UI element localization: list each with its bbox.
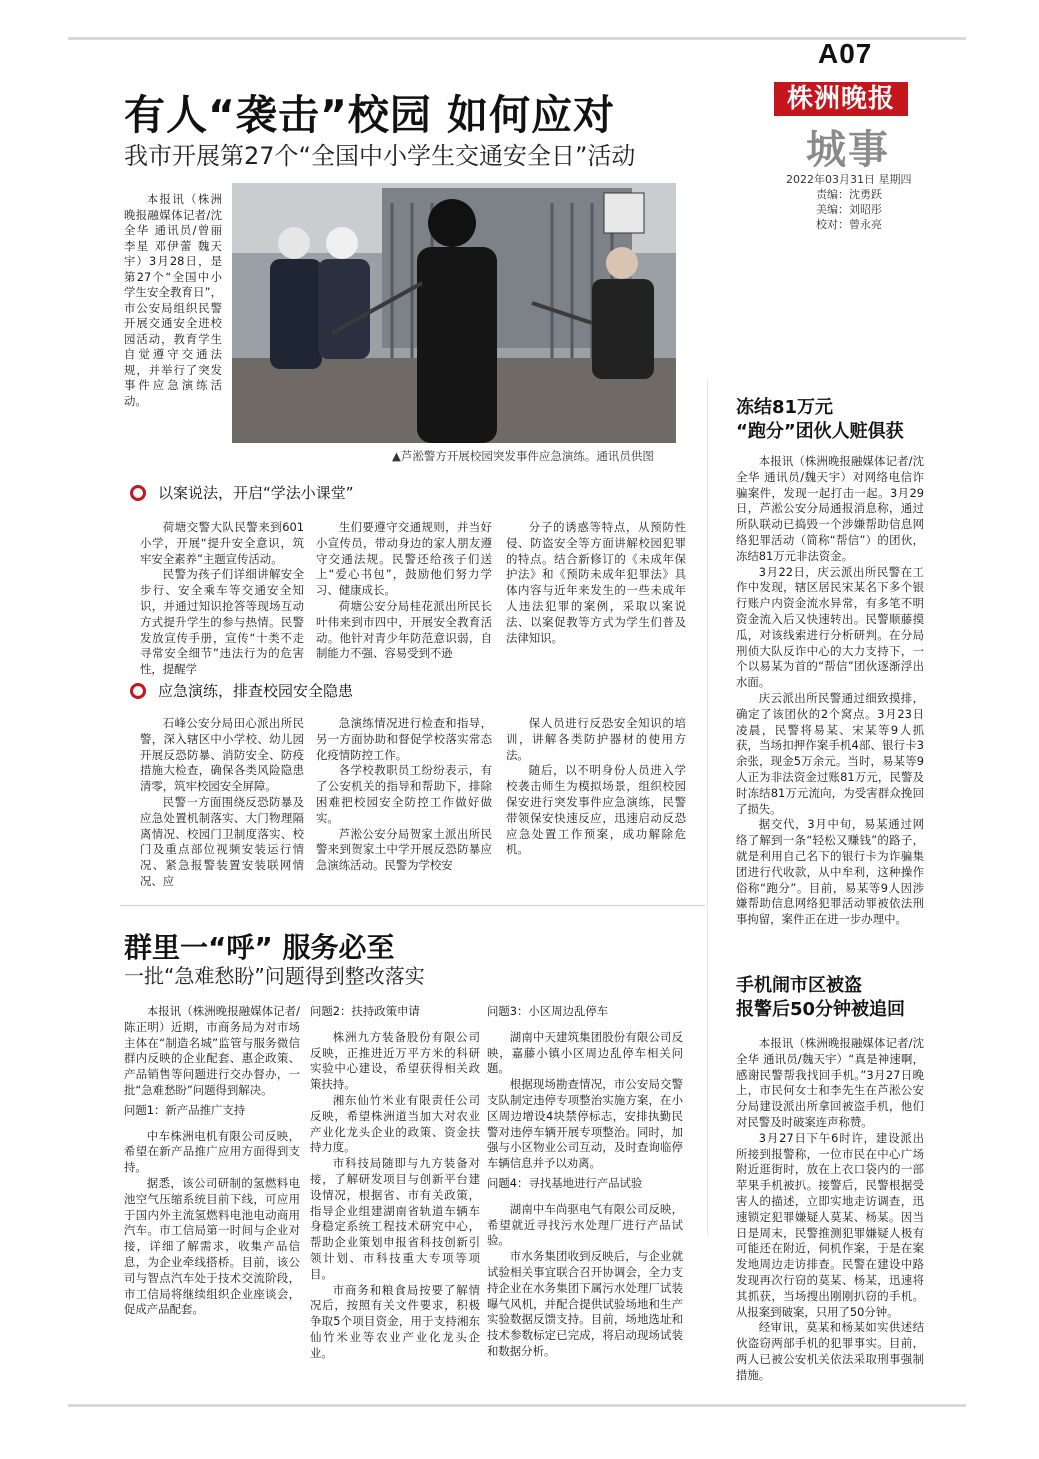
newspaper-logo: 株洲晚报 — [774, 82, 908, 116]
headline-line-1: 冻结81万元 — [736, 397, 834, 418]
edition-meta — [786, 172, 912, 232]
a2-column-2 — [310, 1004, 480, 1362]
paragraph: 经审讯，莫某和杨某如实供述结伙盗窃两部手机的犯罪事实。目前，两人已被公安机关依法采取刑事强制措施。 — [736, 1320, 924, 1382]
s2-column-2 — [316, 716, 492, 874]
subsection-heading-2 — [130, 680, 353, 701]
headline-line-1: 手机闹市区被盗 — [736, 975, 862, 996]
photo-caption: ▲芦淞警方开展校园突发事件应急演练。通讯员供图 — [392, 449, 654, 463]
paragraph: 芦淞公安分局贺家土派出所民警来到贺家土中学开展反恐防暴应急演练活动。民警为学校安 — [316, 826, 492, 873]
paragraph: 市水务集团收到反映后，与企业就试验相关事宜联合召开协调会，全力支持企业在水务集团下属污水处理厂试装曝气风机，并配合提供试验场地和生产实验数据反馈支持。目前，场地选址和技术参数标定已完成，将启动现场试装和数据分析。 — [487, 1249, 683, 1358]
paragraph: 本报讯（株洲晚报融媒体记者/陈正明）近期，市商务局为对市场主体在“制造名城”监管与服务微信群内反映的企业配套、惠企政策、产品销售等问题进行交办督办，一批“急难愁盼”问题得到解决。 — [124, 1004, 300, 1097]
designer-credit: 美编：刘昭彤 — [816, 203, 882, 216]
paragraph: 株洲九方装备股份有限公司反映，正推进近万平方米的科研实验中心建设，希望获得相关政策扶持。 — [310, 1029, 480, 1092]
article1-headline: 有人“袭击”校园 如何应对 — [124, 91, 616, 139]
paragraph: 石峰公安分局田心派出所民警，深入辖区中小学校、幼儿园开展反恐防暴、消防安全、防疫措施大检查，确保各类风险隐患清零，筑牢校园安全屏障。 — [140, 716, 304, 794]
paragraph: 3月27日下午6时许，建设派出所接到报警称，一位市民在中心广场附近逛街时，放在上衣口袋内的一部苹果手机被扒。接警后，民警根据受害人的描述，立即实地走访调查，迅速锁定犯罪嫌疑人莫某、杨某。因当日是周末，民警推测犯罪嫌疑人极有可能还在附近，伺机作案，于是在案发地周边走访排查。民警在建设中路发现再次行窃的莫某、杨某，迅速将其抓获，当场搜出刚刚扒窃的手机。从报案到破案，只用了50分钟。 — [736, 1130, 924, 1319]
subsection-title: 以案说法，开启“学法小课堂” — [158, 484, 354, 502]
editor-credit: 责编：沈勇跃 — [816, 188, 882, 201]
paragraph: 荷塘公安分局桂花派出所民长叶伟来到市四中，开展安全教育活动。他针对青少年防范意识弱，自制能力不强、容易受到不逊 — [316, 598, 492, 661]
headline-line-2: “跑分”团伙人赃俱获 — [736, 421, 904, 442]
question-heading: 问题4：寻找基地进行产品试验 — [487, 1175, 643, 1190]
bottom-rule — [68, 1404, 966, 1407]
paragraph: 湖南中车尚驱电气有限公司反映，希望就近寻找污水处理厂进行产品试验。 — [487, 1201, 683, 1248]
s2-column-3 — [506, 716, 686, 858]
proofreader-credit: 校对：曾永亮 — [816, 218, 882, 231]
article2-subhead: 一批“急难愁盼”问题得到整改落实 — [124, 964, 425, 988]
paragraph: 中车株洲电机有限公司反映，希望在新产品推广应用方面得到支持。 — [124, 1128, 300, 1175]
right-story1-body — [736, 454, 924, 928]
page-number: A07 — [818, 38, 873, 69]
a2-column-3 — [487, 1004, 683, 1360]
paragraph: 市商务和粮食局按要了解情况后，按照有关文件要求，积极争取5个项目资金，用于支持湘东仙竹米业等农业产业化龙头企业。 — [310, 1282, 480, 1360]
right-story1-headline — [736, 396, 904, 444]
paragraph: 根据现场勘查情况，市公安局交警支队制定违停专项整治实施方案，在小区周边增设4块禁停标志，安排执勤民警对违停车辆开展专项整治。同时，加强与小区物业公司互动，及时查询临停车辆信息并予以劝离。 — [487, 1077, 683, 1171]
column-divider — [707, 380, 708, 1235]
subsection-heading-1 — [130, 482, 354, 503]
headline-line-2: 报警后50分钟被追回 — [736, 999, 906, 1020]
s1-column-1 — [140, 520, 304, 678]
question-heading: 问题3：小区周边乱停车 — [487, 1004, 609, 1018]
article1-subhead: 我市开展第27个“全国中小学生交通安全日”活动 — [124, 142, 636, 170]
drill-scene-illustration — [232, 183, 676, 443]
paragraph: 荷塘交警大队民警来到601小学，开展“提升安全意识，筑牢安全素养”主题宣传活动。 — [140, 520, 304, 566]
paragraph: 庆云派出所民警通过细致摸排，确定了该团伙的2个窝点。3月23日凌晨，民警将易某、宋某等9人抓获，当场扣押作案手机4部、银行卡3余张，现金5万余元。当时，易某等9人正为非法资金过账81万元，民警及时冻结81万元流向，为受害群众挽回了损失。 — [736, 690, 924, 816]
right-story2-headline — [736, 974, 905, 1022]
paragraph: 湘东仙竹米业有限责任公司反映，希望株洲道当加大对农业产业化龙头企业的政策、资金扶持力度。 — [310, 1092, 480, 1155]
paragraph: 急演练情况进行检查和指导，另一方面协助和督促学校落实常态化疫情防控工作。 — [316, 716, 492, 762]
paragraph: 市科技局随即与九方装备对接，了解研发项目与创新平台建设情况，根据省、市有关政策，指导企业组建湖南省轨道车辆车身稳定系统工程技术研究中心，帮助企业策划申报省科技创新引领计划、市科技重大专项等项目。 — [310, 1156, 480, 1281]
paragraph: 本报讯（株洲晚报融媒体记者/沈全华 通讯员/魏天宇）“真是神速啊，感谢民警帮我找回手机。”3月27日晚上，市民何女士和李先生在芦淞公安分局建设派出所拿回被盗手机，他们对民警及时破案连声称赞。 — [736, 1036, 924, 1129]
article-divider — [120, 905, 705, 906]
paragraph: 本报讯（株洲晚报融媒体记者/沈全华 通讯员/魏天宇）对网络电信诈骗案件，发现一起打击一起。3月29日，芦淞公安分局通报消息称，通过所队联动已捣毁一个涉嫌帮助信息网络犯罪活动（简称“帮信”）的团伙，冻结81万元非法资金。 — [736, 454, 924, 563]
issue-date: 2022年03月31日 星期四 — [786, 173, 912, 186]
article2-headline: 群里一“呼” 服务必至 — [124, 931, 395, 964]
paragraph: 民警为孩子们详细讲解安全步行、安全乘车等交通安全知识，并通过知识抢答等现场互动方式提升学生的参与热情。民警发放宣传手册，宣传“十类不走寻常安全细节”违法行为的危害性，提醒学 — [140, 567, 304, 677]
paragraph: 据悉，该公司研制的氢燃料电池空气压缩系统目前下线，可应用于国内外主流氢燃料电池电动商用汽车。市工信局第一时间与企业对接，详细了解需求，收集产品信息，为企业牵线搭桥。目前，该公司与智点汽车处于技术交流阶段，市工信局将继续组织企业座谈会，促成产品配套。 — [124, 1175, 300, 1317]
article1-lead — [124, 192, 222, 409]
paragraph: 3月22日，庆云派出所民警在工作中发现，辖区居民宋某名下多个银行账户内资金流水异常，有多笔不明资金流入后又快速转出。民警顺藤摸瓜，对该线索进行分析研判。在分局刑侦大队反诈中心的大力支持下，一个以易某为首的“帮信”团伙逐渐浮出水面。 — [736, 564, 924, 690]
s2-column-1 — [140, 716, 304, 890]
paragraph: 各学校教职员工纷纷表示，有了公安机关的指导和帮助下，排除困难把校园安全防控工作做好做实。 — [316, 763, 492, 825]
a2-column-1 — [124, 1004, 300, 1318]
subsection-title: 应急演练，排查校园安全隐患 — [158, 682, 354, 700]
paragraph: 随后，以不明身份人员进入学校袭击师生为模拟场景，组织校园保安进行突发事件应急演练，民警带领保安快速反应，迅速启动反恐应急处置工作预案，成功解除危机。 — [506, 763, 686, 857]
bullet-circle-icon — [130, 683, 146, 699]
section-title: 城事 — [806, 126, 890, 173]
news-photo — [232, 183, 676, 443]
paragraph: 据交代，3月中旬，易某通过网络了解到一条“轻松又赚钱”的路子，就是利用自己名下的银行卡为诈骗集团进行代收款，从中牟利，这种操作俗称“跑分”。目前，易某等9人因涉嫌帮助信息网络犯罪活动罪被依法刑事拘留，案件正在进一步办理中。 — [736, 817, 924, 927]
s1-column-2 — [316, 520, 492, 662]
question-heading: 问题1：新产品推广支持 — [124, 1102, 246, 1117]
paragraph: 湖南中天建筑集团股份有限公司反映，嘉藤小镇小区周边乱停车相关问题。 — [487, 1029, 683, 1076]
paragraph: 民警一方面围绕反恐防暴及应急处置机制落实、大门物理隔离情况、校园门卫制度落实、校门及重点部位视频安装运行情况、紧急报警装置安装联网情况、应 — [140, 794, 304, 888]
paragraph: 生们要遵守交通规则，并当好小宣传员，带动身边的家人朋友遵守交通法规。民警还给孩子们送上“爱心书包”，鼓励他们努力学习、健康成长。 — [316, 520, 492, 598]
paragraph: 保人员进行反恐安全知识的培训，讲解各类防护器材的使用方法。 — [506, 716, 686, 762]
bullet-circle-icon — [130, 485, 146, 501]
s1-column-3 — [506, 520, 686, 646]
question-heading: 问题2：扶持政策申请 — [310, 1004, 420, 1018]
paragraph: 分子的诱惑等特点，从预防性侵、防盗安全等方面讲解校园犯罪的特点。结合新修订的《未成年保护法》和《预防未成年犯罪法》具体内容与近年来发生的一些未成年人违法犯罪的案例，采取以案说法、以案促教等方式为学生们普及法律知识。 — [506, 520, 686, 645]
lead-paragraph: 本报讯（株洲晚报融媒体记者/沈全华 通讯员/曾丽 李星 邓伊蕾 魏天宇）3月28日，是第27个“全国中小学生安全教育日”，市公安局组织民警开展交通安全进校园活动，教育学生自觉遵守交通法规，并举行了突发事件应急演练活动。 — [124, 192, 222, 408]
right-story2-body — [736, 1036, 924, 1384]
